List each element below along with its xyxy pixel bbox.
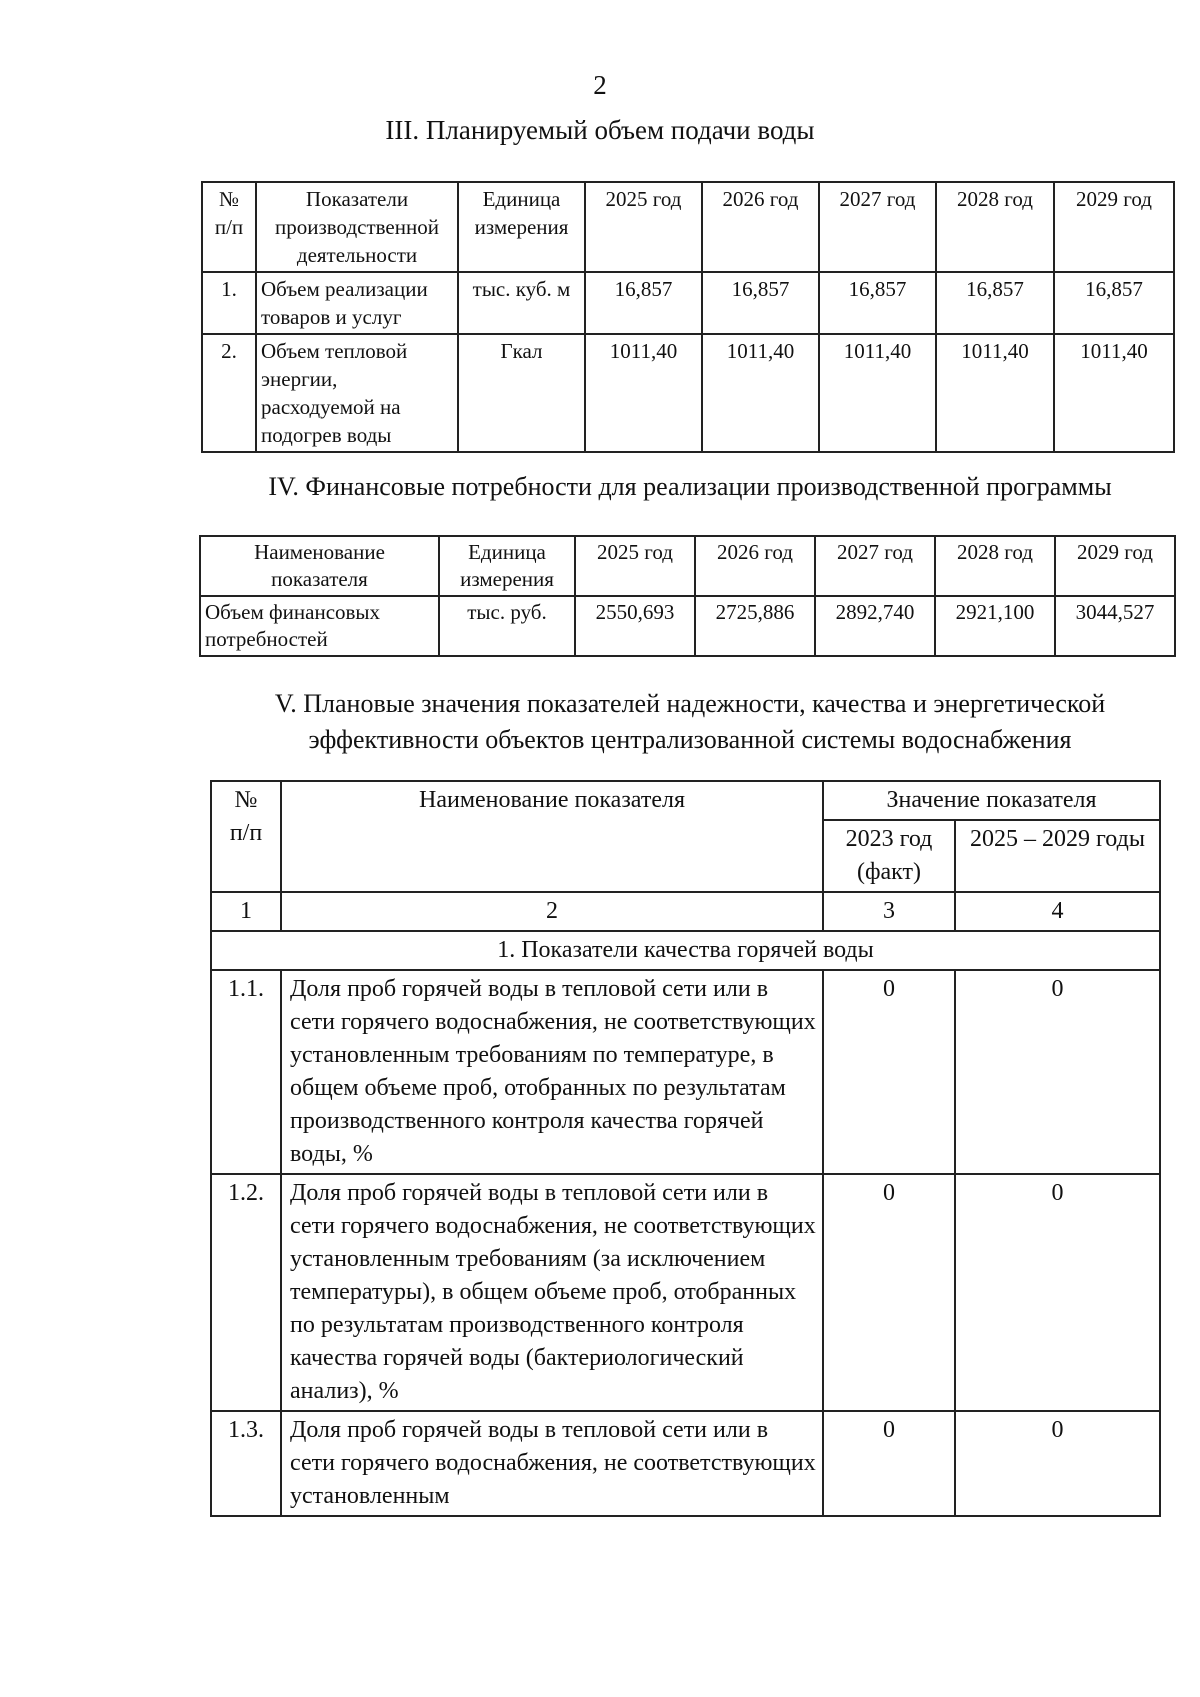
water-supply-volume-table [201, 181, 1175, 453]
value-2025: 1011,40 [585, 334, 702, 452]
row-name: Объем финансовых потребностей [200, 596, 439, 656]
table-row [202, 334, 1174, 452]
section-row-label: 1. Показатели качества горячей воды [211, 931, 1160, 970]
row-name: Объем реализации товаров и услуг [256, 272, 458, 334]
col-number-1: 1 [211, 892, 281, 931]
header-year-2027: 2027 год [819, 182, 936, 272]
row-name: Доля проб горячей воды в тепловой сети или в сети горячего водоснабжения, не соответствующих установленным [281, 1411, 823, 1516]
header-year-2029: 2029 год [1055, 536, 1175, 596]
row-num: 1. [202, 272, 256, 334]
row-name: Доля проб горячей воды в тепловой сети или в сети горячего водоснабжения, не соответствующих установленным требованиям по температуре, в общем объеме проб, отобранных по результатам производственного контроля качества горячей воды, % [281, 970, 823, 1174]
header-value-group: Значение показателя [823, 781, 1160, 820]
value-fact: 0 [823, 1411, 955, 1516]
row-unit: тыс. куб. м [458, 272, 585, 334]
header-indicator-name: Наименование показателя [200, 536, 439, 596]
col-number-2: 2 [281, 892, 823, 931]
table-row [202, 272, 1174, 334]
header-fact-2023: 2023 год (факт) [823, 820, 955, 892]
col-number-3: 3 [823, 892, 955, 931]
value-2026: 16,857 [702, 272, 819, 334]
row-name: Доля проб горячей воды в тепловой сети или в сети горячего водоснабжения, не соответствующих установленным требованиям (за исключением температуры), в общем объеме проб, отобранных по результатам производственного контроля качества горячей воды (бактериологический анализ), % [281, 1174, 823, 1411]
header-unit: Единица измерения [439, 536, 575, 596]
row-num: 2. [202, 334, 256, 452]
header-year-2025: 2025 год [585, 182, 702, 272]
table-row [211, 970, 1160, 1174]
value-plan: 0 [955, 1411, 1160, 1516]
row-unit: Гкал [458, 334, 585, 452]
value-2027: 2892,740 [815, 596, 935, 656]
value-2025: 16,857 [585, 272, 702, 334]
header-year-2026: 2026 год [695, 536, 815, 596]
value-2028: 16,857 [936, 272, 1054, 334]
header-num [202, 182, 256, 272]
value-2028: 1011,40 [936, 334, 1054, 452]
header-unit: Единица измерения [458, 182, 585, 272]
table-row [211, 1411, 1160, 1516]
column-number-row [211, 892, 1160, 931]
value-2027: 1011,40 [819, 334, 936, 452]
row-name: Объем тепловой энергии, расходуемой на подогрев воды [256, 334, 458, 452]
col-number-4: 4 [955, 892, 1160, 931]
value-2027: 16,857 [819, 272, 936, 334]
financial-needs-table [199, 535, 1176, 657]
table-header-row [202, 182, 1174, 272]
header-year-2028: 2028 год [935, 536, 1055, 596]
section-4-title: IV. Финансовые потребности для реализации производственной программы [268, 472, 1112, 501]
row-num: 1.2. [211, 1174, 281, 1411]
header-year-2025: 2025 год [575, 536, 695, 596]
row-unit: тыс. руб. [439, 596, 575, 656]
header-num [211, 781, 281, 892]
header-num-label: № п/п [214, 187, 244, 239]
header-plan-2025-2029: 2025 – 2029 годы [955, 820, 1160, 892]
row-num: 1.3. [211, 1411, 281, 1516]
value-fact: 0 [823, 1174, 955, 1411]
section-5-title: V. Плановые значения показателей надежности, качества и энергетической эффективности объектов централизованной системы водоснабжения [274, 689, 1106, 754]
row-num: 1.1. [211, 970, 281, 1174]
value-2029: 1011,40 [1054, 334, 1174, 452]
table-row [200, 596, 1175, 656]
value-plan: 0 [955, 970, 1160, 1174]
value-fact: 0 [823, 970, 955, 1174]
value-2026: 1011,40 [702, 334, 819, 452]
page-number: 2 [593, 70, 607, 100]
quality-indicators-table [210, 780, 1161, 1517]
section-3-title: III. Планируемый объем подачи воды [385, 115, 815, 145]
header-year-2027: 2027 год [815, 536, 935, 596]
value-2029: 3044,527 [1055, 596, 1175, 656]
header-year-2029: 2029 год [1054, 182, 1174, 272]
table-header-row [211, 781, 1160, 820]
value-plan: 0 [955, 1174, 1160, 1411]
value-2028: 2921,100 [935, 596, 1055, 656]
header-num-label: № п/п [229, 787, 263, 846]
value-2025: 2550,693 [575, 596, 695, 656]
header-year-2026: 2026 год [702, 182, 819, 272]
header-year-2028: 2028 год [936, 182, 1054, 272]
value-2026: 2725,886 [695, 596, 815, 656]
value-2029: 16,857 [1054, 272, 1174, 334]
table-header-row [200, 536, 1175, 596]
header-indicator: Показатели производственной деятельности [256, 182, 458, 272]
header-indicator-name: Наименование показателя [281, 781, 823, 892]
section-row [211, 931, 1160, 970]
table-row [211, 1174, 1160, 1411]
